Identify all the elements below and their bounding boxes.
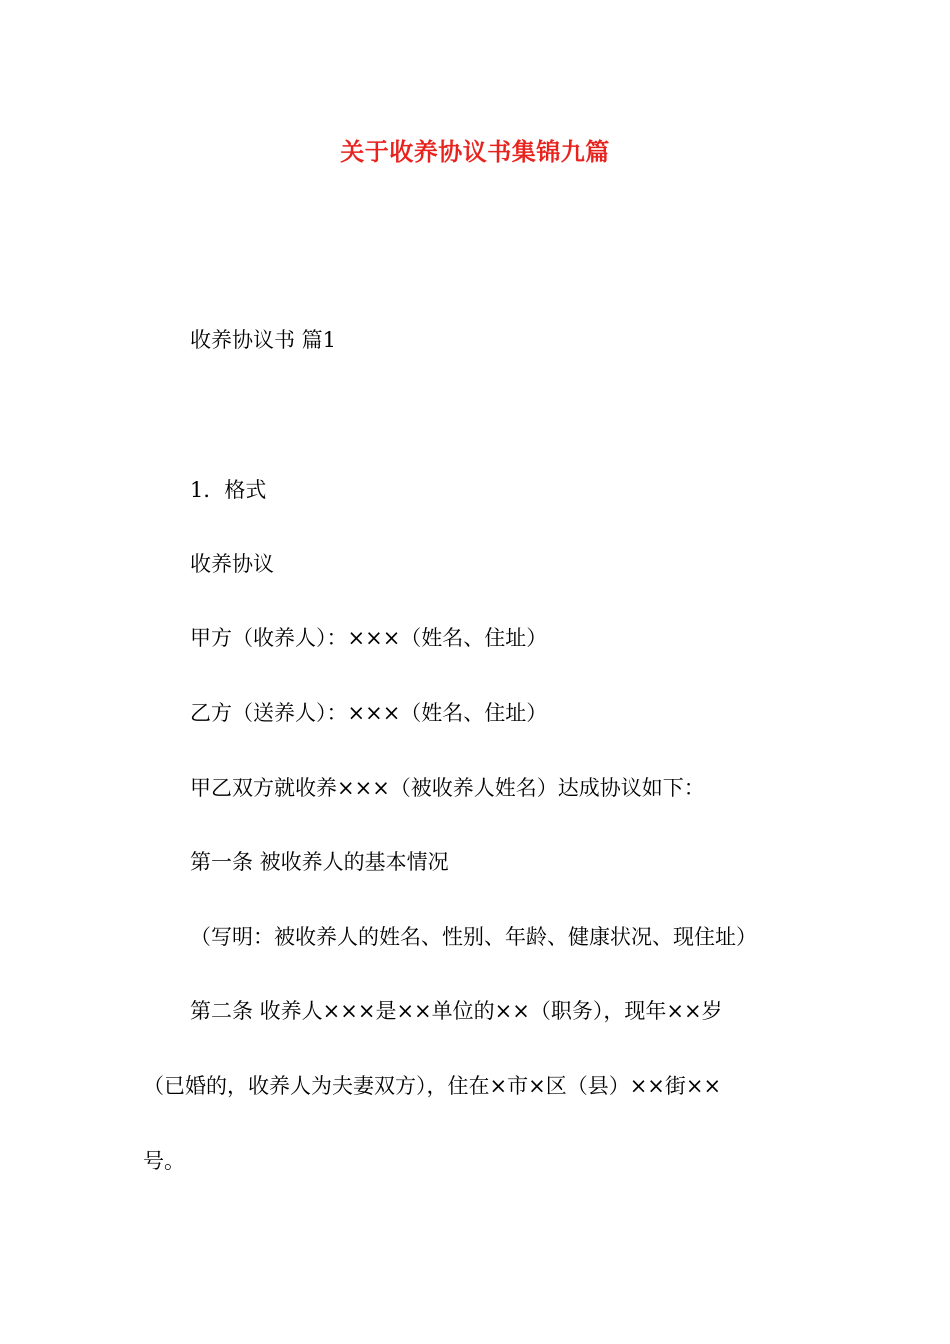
document-title: 关于收养协议书集锦九篇 bbox=[340, 137, 610, 166]
paragraph-party-a: 甲方（收养人）：×××（姓名、住址） bbox=[190, 626, 548, 650]
paragraph-article-1-note: （写明：被收养人的姓名、性别、年龄、健康状况、现住址） bbox=[190, 925, 757, 949]
paragraph-format-heading: 1．格式 bbox=[190, 478, 267, 502]
paragraph-agreement-intro: 甲乙双方就收养×××（被收养人姓名）达成协议如下： bbox=[190, 776, 705, 800]
paragraph-article-2: 第二条 收养人×××是××单位的××（职务），现年××岁 bbox=[190, 999, 723, 1023]
paragraph-article-2-end: 号。 bbox=[143, 1149, 185, 1173]
section-heading: 收养协议书 篇1 bbox=[190, 328, 337, 352]
paragraph-agreement-title: 收养协议 bbox=[190, 552, 274, 576]
paragraph-article-2-continued: （已婚的，收养人为夫妻双方），住在×市×区（县）××街×× bbox=[143, 1074, 722, 1098]
paragraph-article-1: 第一条 被收养人的基本情况 bbox=[190, 850, 449, 874]
paragraph-party-b: 乙方（送养人）：×××（姓名、住址） bbox=[190, 701, 548, 725]
